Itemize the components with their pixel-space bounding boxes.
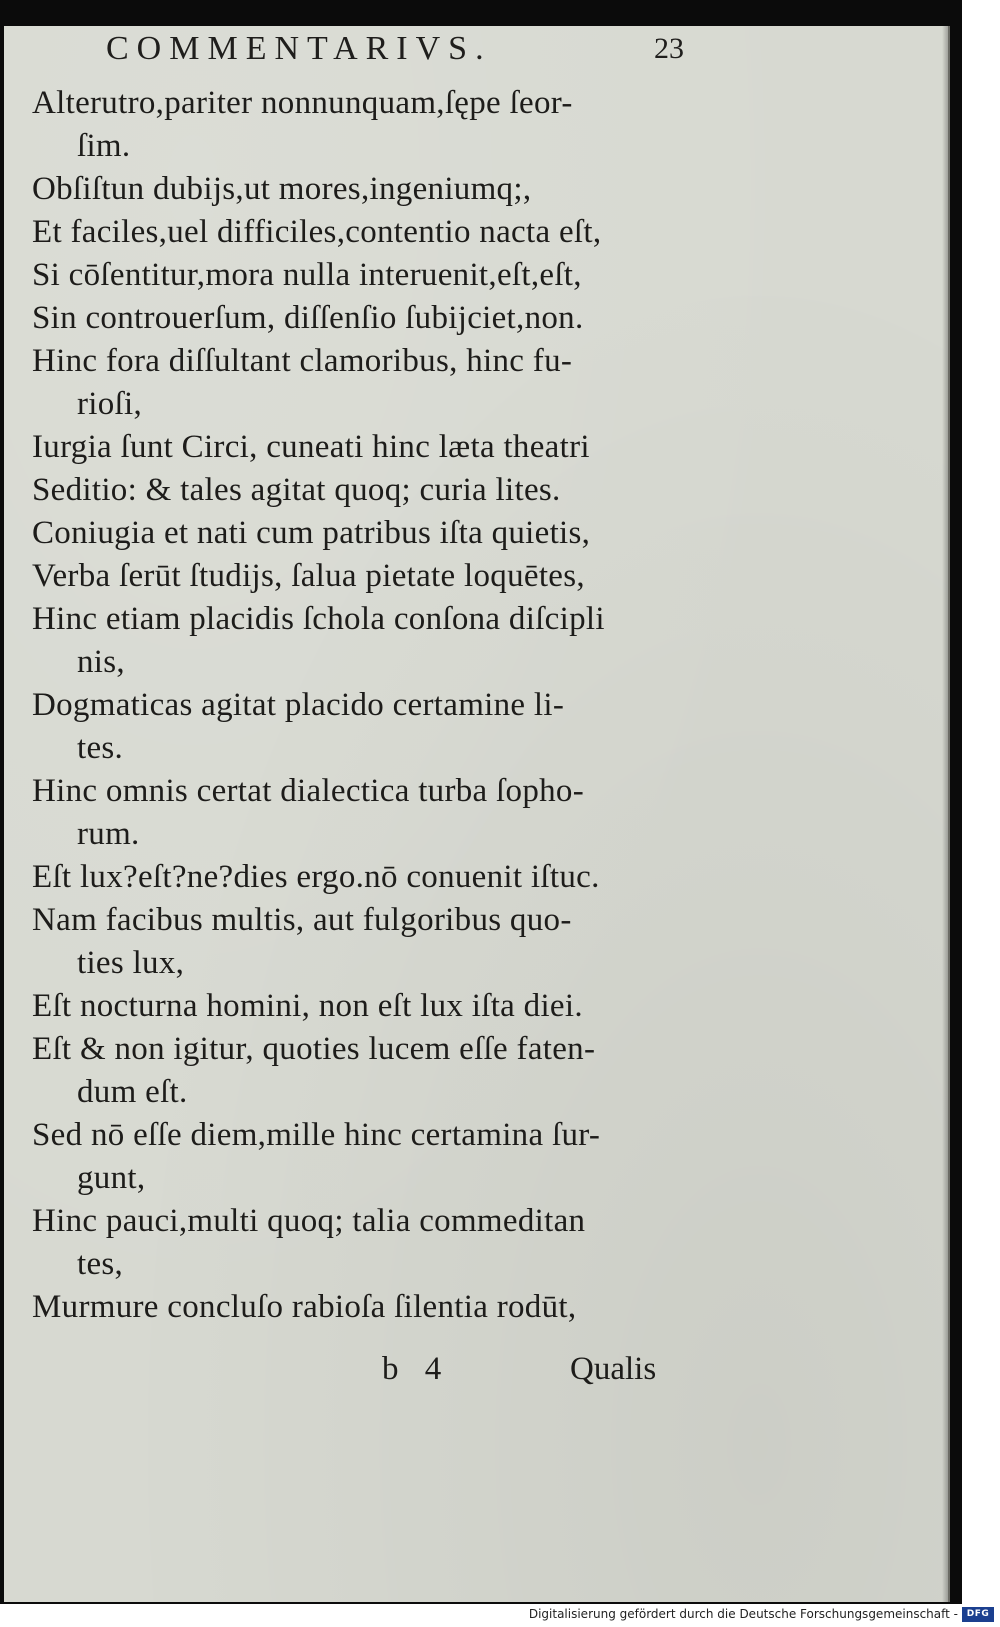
digitization-footer: [0, 1604, 1000, 1627]
text-line: Coniugia et nati cum patribus iſta quietis,: [32, 515, 591, 551]
running-head: [4, 30, 948, 86]
text-line: Dogmaticas agitat placido certamine li-: [32, 687, 565, 723]
funding-credit: Digitalisierung gefördert durch die Deutsche Forschungsgemeinschaft -: [528, 1607, 958, 1621]
text-line: dum eſt.: [77, 1074, 188, 1110]
text-line: Si cōſentitur,mora nulla interuenit,eſt,eſt,: [32, 257, 582, 293]
signature-mark: b 4: [382, 1351, 442, 1387]
text-line: Eſt nocturna homini, non eſt lux iſta diei.: [32, 988, 583, 1024]
text-line: Hinc pauci,multi quoq; talia commeditan: [32, 1203, 586, 1239]
running-title: COMMENTARIVS.: [106, 30, 492, 67]
text-line: tes.: [77, 730, 124, 766]
text-line: Sin controuerſum, diſſenſio ſubijciet,non.: [32, 300, 584, 336]
book-page: [4, 26, 950, 1602]
text-line: Seditio: & tales agitat quoq; curia lites.: [32, 472, 561, 508]
text-line: tes,: [77, 1246, 124, 1282]
text-line: Hinc fora diſſultant clamoribus, hinc fu-: [32, 343, 573, 379]
text-line: Eſt & non igitur, quoties lucem eſſe faten-: [32, 1031, 596, 1067]
text-line: Iurgia ſunt Circi, cuneati hinc læta theatri: [32, 429, 590, 465]
text-line: Eſt lux?eſt?ne?dies ergo.nō conuenit iſtuc.: [32, 859, 600, 895]
text-line: ties lux,: [77, 945, 185, 981]
text-line: gunt,: [77, 1160, 146, 1196]
catchline: [4, 1351, 948, 1395]
catchword: Qualis: [570, 1351, 657, 1387]
text-line: Hinc omnis certat dialectica turba ſopho-: [32, 773, 585, 809]
text-line: rum.: [77, 816, 140, 852]
text-line: Obſiſtun dubijs,ut mores,ingeniumq;,: [32, 171, 532, 207]
dfg-logo: DFG: [962, 1607, 994, 1622]
text-line: Verba ſerūt ſtudijs, ſalua pietate loquētes,: [32, 558, 585, 594]
text-line: rioſi,: [77, 386, 143, 422]
text-line: Sed nō eſſe diem,mille hinc certamina ſur-: [32, 1117, 601, 1153]
text-line: nis,: [77, 644, 125, 680]
poem-text-block: [32, 82, 732, 1329]
text-line: Murmure concluſo rabioſa ſilentia rodūt,: [32, 1289, 577, 1325]
text-line: Nam facibus multis, aut fulgoribus quo-: [32, 902, 572, 938]
text-line: Alterutro,pariter nonnunquam,ſępe ſeor-: [32, 85, 573, 121]
text-line: ſim.: [77, 128, 131, 164]
text-line: Hinc etiam placidis ſchola conſona diſcipli: [32, 601, 605, 637]
folio-number: 23: [654, 32, 684, 65]
text-line: Et faciles,uel difficiles,contentio nacta eſt,: [32, 214, 602, 250]
